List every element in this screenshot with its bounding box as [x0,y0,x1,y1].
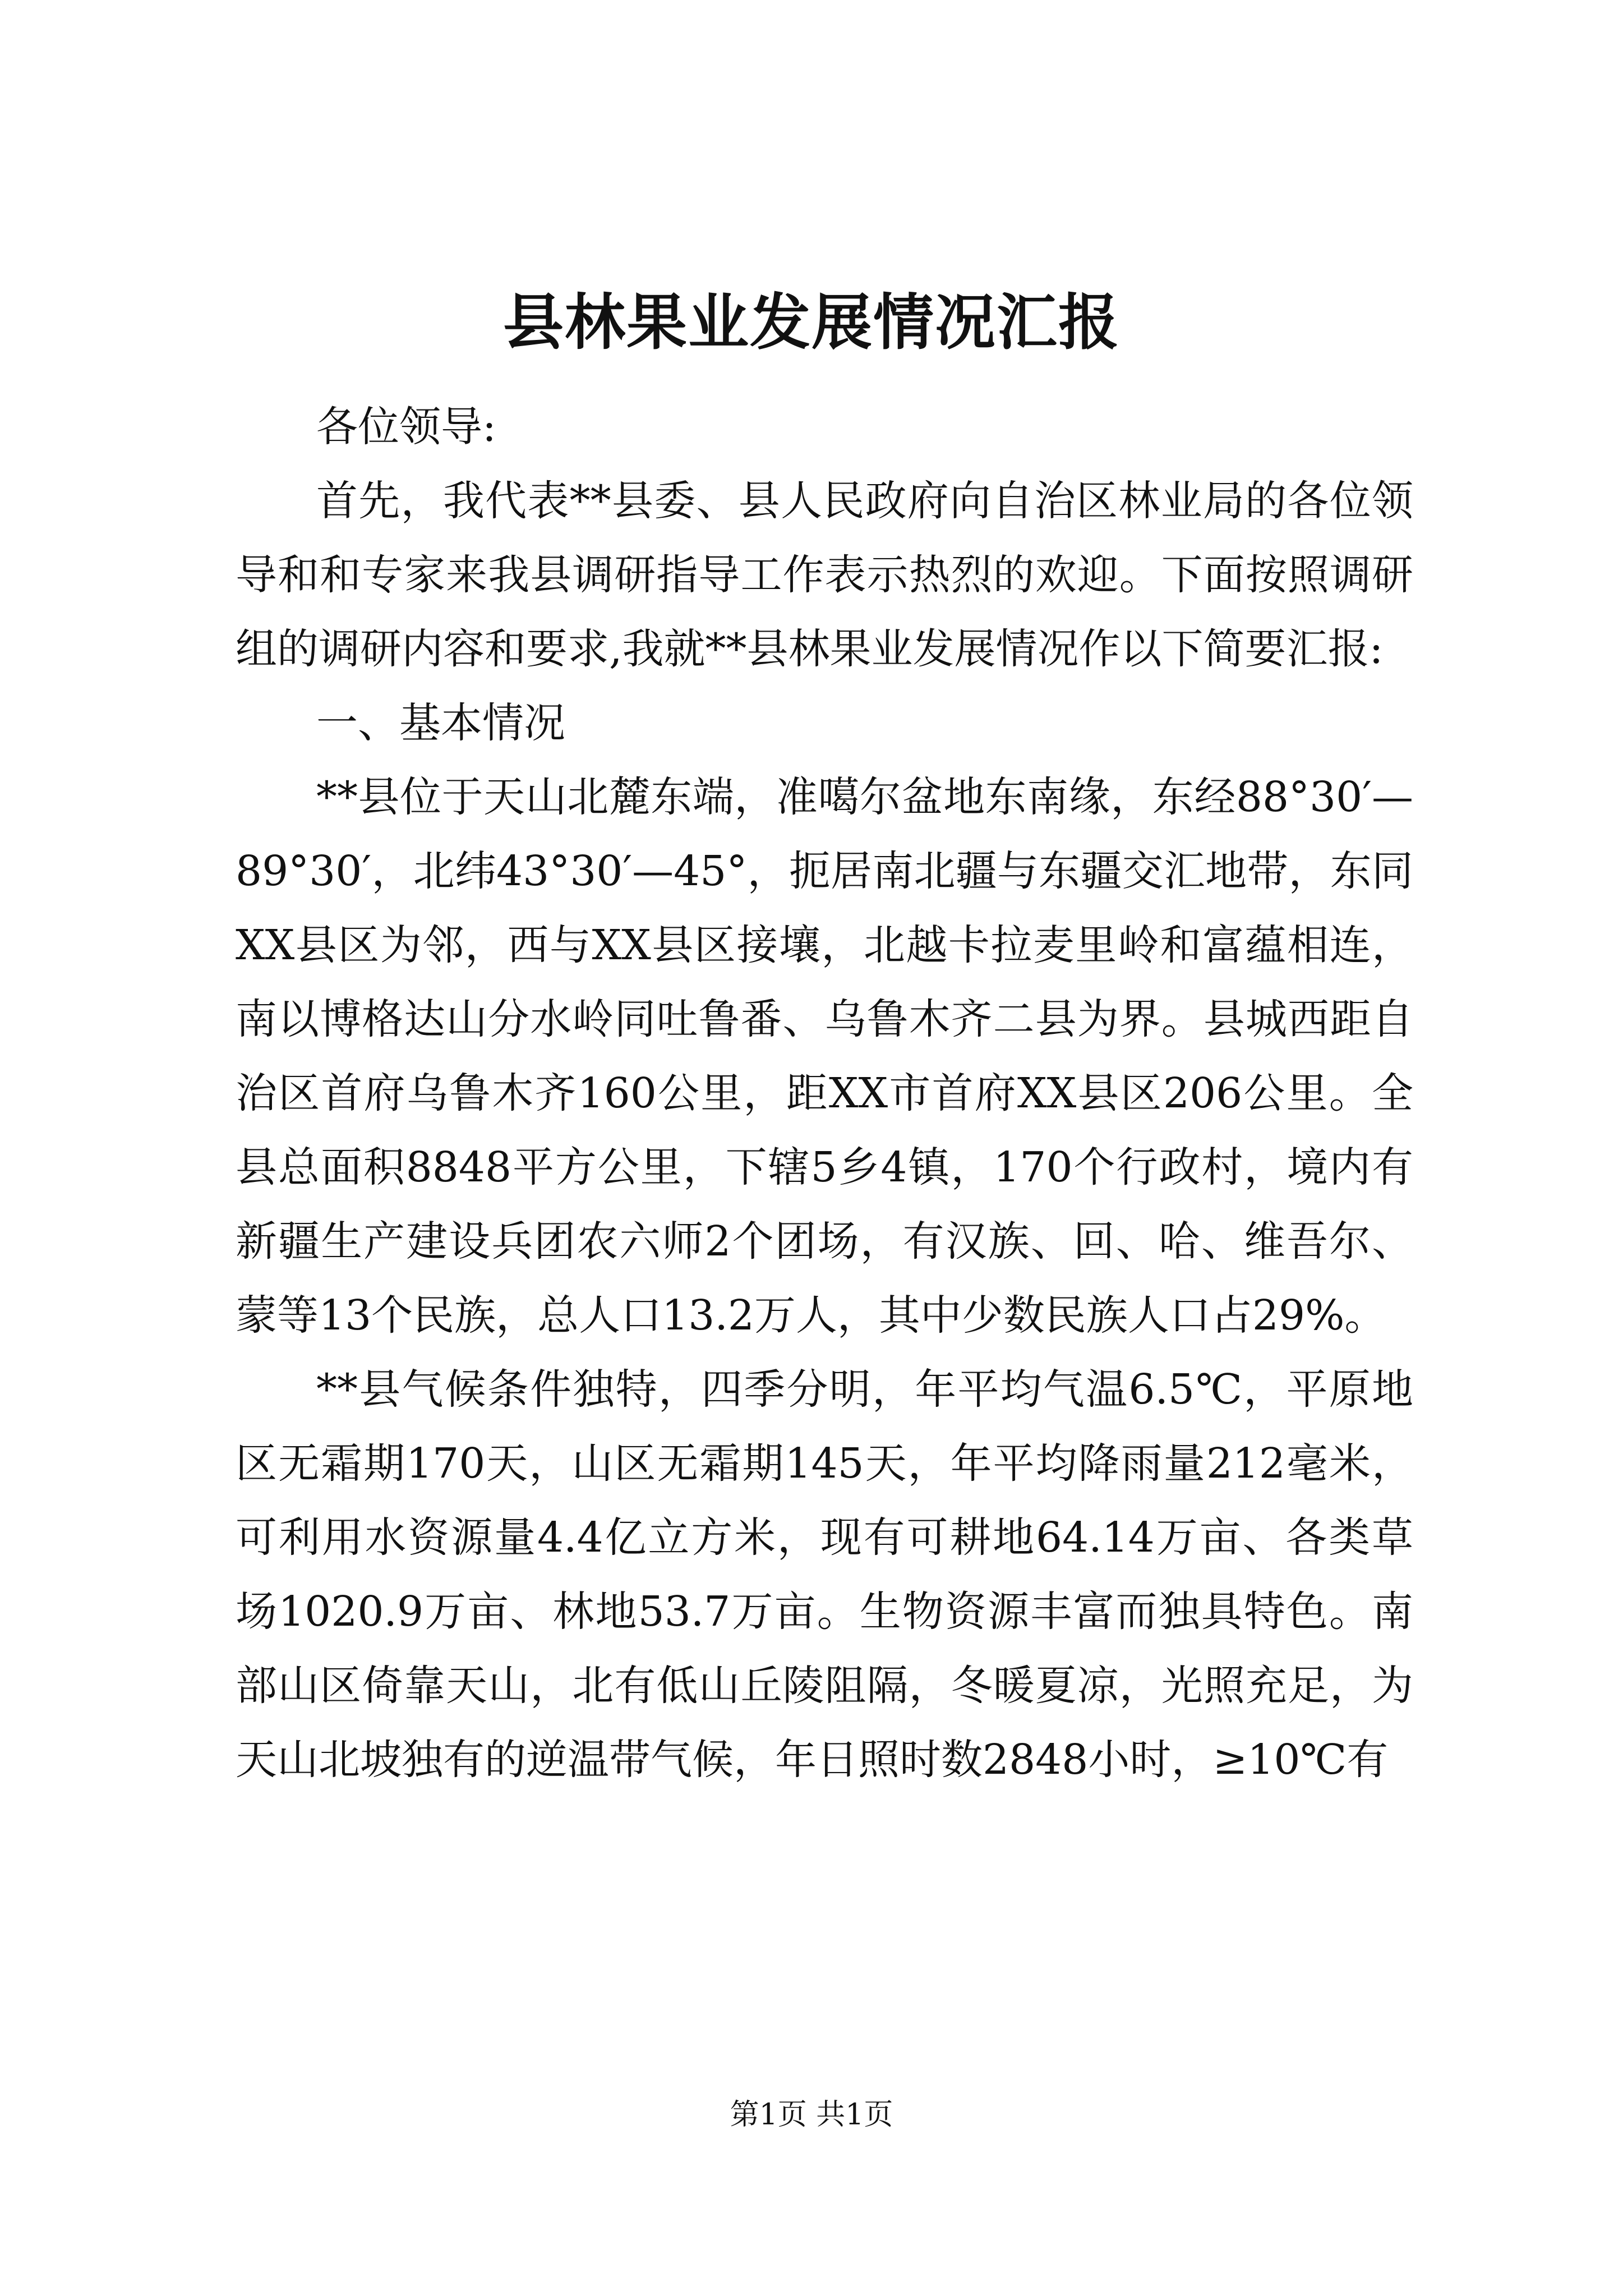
document-title: 县林果业发展情况汇报 [502,287,1120,358]
section-heading: 一、基本情况 [316,699,565,747]
intro-paragraph: 首先，我代表**县委、县人民政府向自治区林业局的各位领导和和专家来我县调研指导工作表示热烈的欢迎。下面按照调研组的调研内容和要求,我就**县林果业发展情况作以下简要汇报: [236,477,1413,673]
location-paragraph: **县位于天山北麓东端，准噶尔盆地东南缘，东经88°30′—89°30′，北纬43°30′—45°，扼居南北疆与东疆交汇地带，东同XX县区为邻，西与XX县区接壤，北越卡拉麦里岭和富蕴相连，南以博格达山分水岭同吐鲁番、乌鲁木齐二县为界。县城西距自治区首府乌鲁木齐160公里，距XX市首府XX县区206公里。全县总面积8848平方公里，下辖5乡4镇，170个行政村，境内有新疆生产建设兵团农六师2个团场，有汉族、回、哈、维吾尔、蒙等13个民族，总人口13.2万人，其中少数民族人口占29%。 [236,773,1413,1340]
salutation-paragraph: 各位领导: [316,403,496,451]
document-body [236,390,1413,1797]
page-footer: 第1页 共1页 [730,2098,893,2132]
climate-paragraph: **县气候条件独特，四季分明，年平均气温6.5℃，平原地区无霜期170天，山区无霜期145天，年平均降雨量212毫米，可利用水资源量4.4亿立方米，现有可耕地64.14万亩、各类草场1020.9万亩、林地53.7万亩。生物资源丰富而独具特色。南部山区倚靠天山，北有低山丘陵阻隔，冬暖夏凉，光照充足，为天山北坡独有的逆温带气候，年日照时数2848小时，≥10℃有 [236,1365,1413,1784]
